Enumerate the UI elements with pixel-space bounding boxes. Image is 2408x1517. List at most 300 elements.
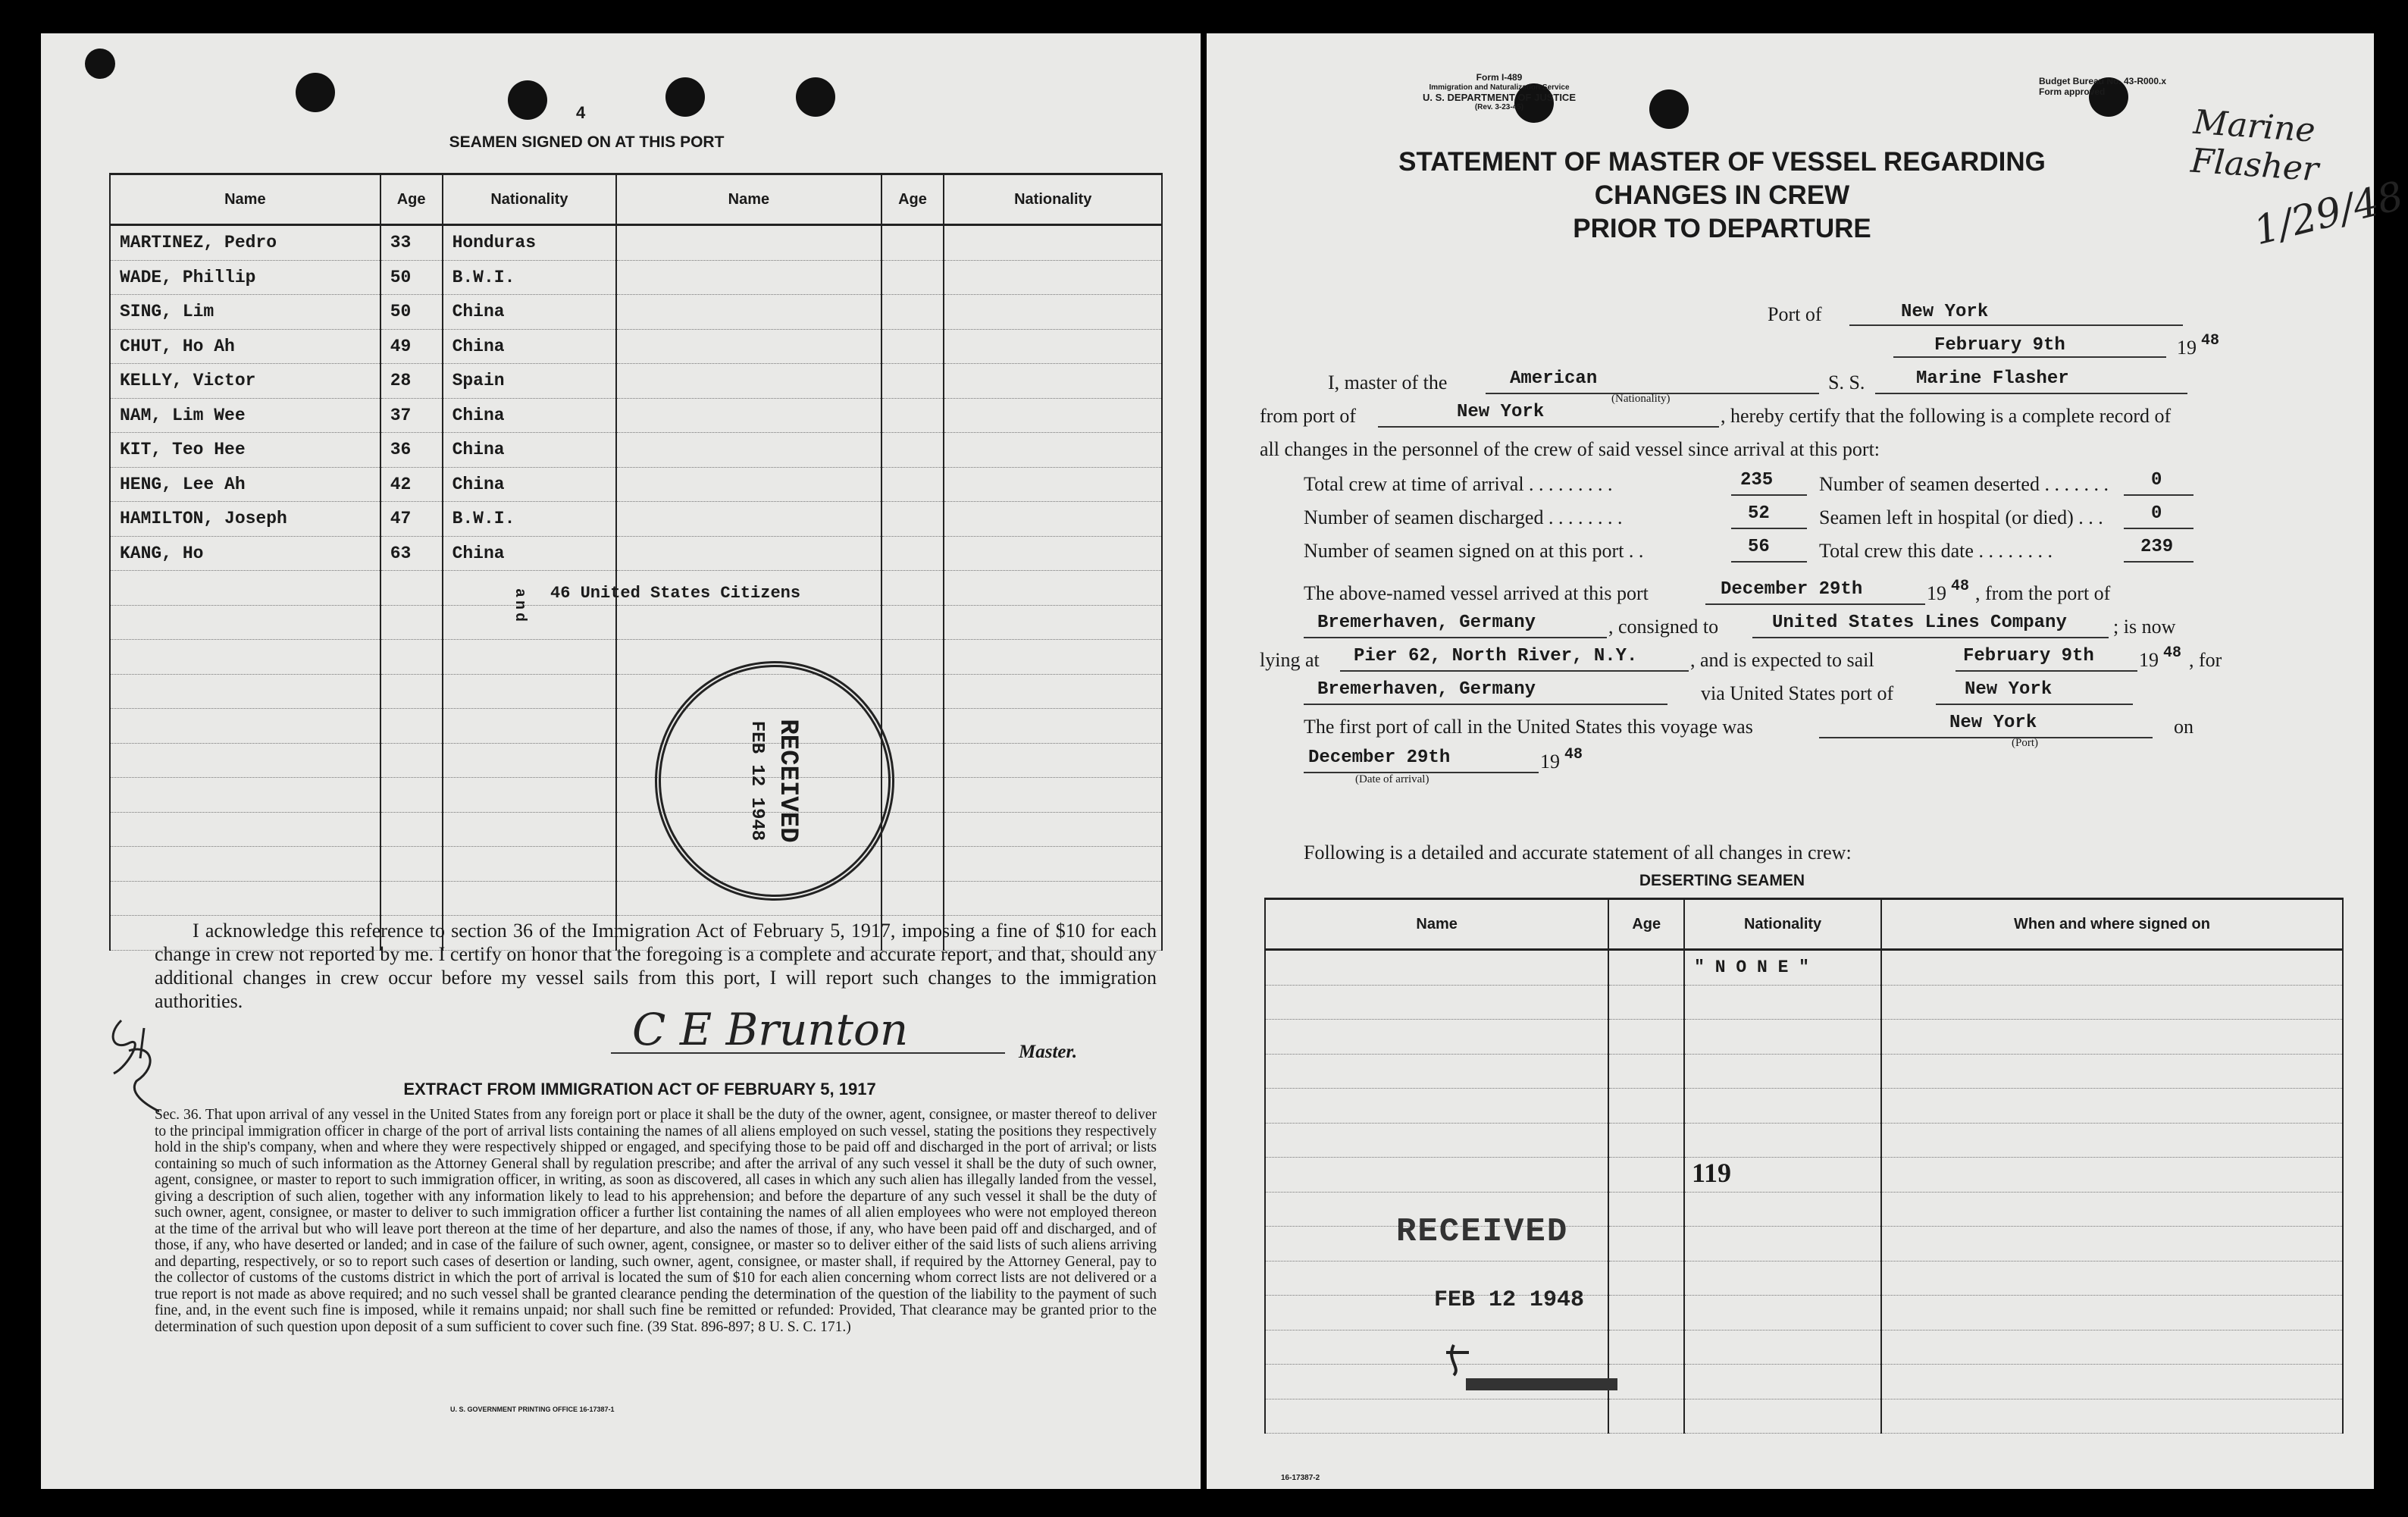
cell-name: WADE, Phillip <box>110 260 380 295</box>
cell-age <box>380 674 443 709</box>
field-line <box>1705 603 1925 605</box>
cell-age-2 <box>881 225 944 261</box>
master-of-the-label: I, master of the <box>1328 371 1448 393</box>
cell-nationality <box>443 812 617 847</box>
column-header-name: Name <box>110 174 380 225</box>
cell-signed-on <box>1881 1192 2343 1227</box>
cell-age <box>380 605 443 640</box>
cell-name <box>110 812 380 847</box>
cell-age <box>380 881 443 916</box>
cell-nationality <box>443 674 617 709</box>
table-row <box>110 881 1162 916</box>
cell-age: 63 <box>380 536 443 571</box>
hospital-count: 0 <box>2151 503 2162 524</box>
column-header-age: Age <box>881 174 944 225</box>
cell-age <box>380 640 443 675</box>
cell-nationality <box>1684 1330 1881 1365</box>
table-row <box>110 295 1162 330</box>
cell-age <box>1608 1158 1684 1193</box>
table-row <box>110 536 1162 571</box>
for-label: , for <box>2189 649 2222 671</box>
citizens-note: 46 United States Citizens <box>550 584 801 603</box>
cell-nationality <box>443 881 617 916</box>
field-line <box>2124 528 2194 529</box>
cell-name <box>110 778 380 813</box>
deserting-seamen-table <box>1264 898 2344 1434</box>
printing-code: 16-17387-2 <box>1281 1474 1320 1482</box>
certify-text: , hereby certify that the following is a complete record of <box>1721 405 2172 427</box>
cell-name-2 <box>616 502 881 537</box>
port-caption: (Port) <box>2012 737 2038 749</box>
table-row <box>1265 1054 2343 1089</box>
cell-nationality-2 <box>944 778 1162 813</box>
cell-signed-on <box>1881 1399 2343 1434</box>
cell-age <box>1608 985 1684 1020</box>
cell-nationality: China <box>443 329 617 364</box>
cell-signed-on <box>1881 985 2343 1020</box>
cell-name-2 <box>616 295 881 330</box>
cell-nationality <box>443 709 617 744</box>
via-port: New York <box>1965 679 2053 700</box>
punch-hole <box>796 77 835 117</box>
cell-age <box>1608 1192 1684 1227</box>
column-header-nationality: Nationality <box>443 174 617 225</box>
cell-signed-on <box>1881 1054 2343 1089</box>
cell-name <box>1265 1054 1608 1089</box>
cell-nationality-2 <box>944 364 1162 399</box>
cell-name <box>110 605 380 640</box>
cell-age-2 <box>881 502 944 537</box>
cell-signed-on <box>1881 1123 2343 1158</box>
department-line: U. S. DEPARTMENT OF JUSTICE <box>1423 92 1576 103</box>
field-line <box>1378 426 1719 428</box>
table-row <box>110 398 1162 433</box>
cell-nationality <box>443 847 617 882</box>
punch-hole <box>1649 89 1689 129</box>
handwritten-date: 1/29/48 <box>2249 173 2408 255</box>
cell-nationality-2 <box>944 812 1162 847</box>
field-line <box>2124 494 2194 496</box>
field-line <box>1731 528 1807 529</box>
table-row <box>110 812 1162 847</box>
cell-nationality: B.W.I. <box>443 502 617 537</box>
cell-age <box>380 709 443 744</box>
cell-name: KELLY, Victor <box>110 364 380 399</box>
field-line <box>2124 561 2194 563</box>
cell-signed-on <box>1881 1330 2343 1365</box>
cell-age: 28 <box>380 364 443 399</box>
budget-bureau-note <box>2039 76 2166 97</box>
cell-nationality-2 <box>944 881 1162 916</box>
cell-age: 50 <box>380 260 443 295</box>
cell-nationality: China <box>443 398 617 433</box>
table-row <box>110 743 1162 778</box>
first-port-label: The first port of call in the United States this voyage was <box>1304 716 1753 738</box>
cell-age: 36 <box>380 433 443 468</box>
cell-nationality-2 <box>944 640 1162 675</box>
first-port-date: December 29th <box>1308 748 1451 768</box>
cell-nationality <box>443 605 617 640</box>
cell-name <box>1265 950 1608 986</box>
sail-year: 48 <box>2163 644 2182 662</box>
column-header-name: Name <box>616 174 881 225</box>
cell-name-2 <box>616 433 881 468</box>
table-row <box>1265 1020 2343 1055</box>
cell-nationality-2 <box>944 709 1162 744</box>
destination: Bremerhaven, Germany <box>1317 679 1536 700</box>
cell-age <box>380 778 443 813</box>
table-row <box>1265 1261 2343 1296</box>
port-of-value: New York <box>1901 302 1989 322</box>
changes-text: all changes in the personnel of the crew of said vessel since arrival at this port: <box>1260 438 1880 460</box>
following-text: Following is a detailed and accurate statement of all changes in crew: <box>1304 842 1852 863</box>
cell-age: 42 <box>380 467 443 502</box>
cell-age <box>1608 1020 1684 1055</box>
cell-name-2 <box>616 364 881 399</box>
punch-hole <box>296 73 335 112</box>
via-label: via United States port of <box>1701 682 1894 704</box>
from-the-port-of-label: , from the port of <box>1975 582 2111 604</box>
discharged-label: Number of seamen discharged . . . . . . . . <box>1304 506 1623 528</box>
cell-nationality: China <box>443 467 617 502</box>
cell-nationality: China <box>443 295 617 330</box>
initials-mark <box>99 1005 182 1119</box>
table-row <box>1265 1399 2343 1434</box>
cell-age-2 <box>881 847 944 882</box>
sail-date: February 9th <box>1963 646 2094 666</box>
ss-label: S. S. <box>1828 371 1865 393</box>
citizens-note-prefix: and <box>511 588 528 625</box>
field-line <box>1304 637 1607 638</box>
cell-age-2 <box>881 605 944 640</box>
cell-age-2 <box>881 709 944 744</box>
cell-nationality: " N O N E " <box>1684 950 1881 986</box>
field-line <box>1304 704 1667 705</box>
form-number: Form I-489 <box>1476 72 1523 83</box>
cell-signed-on <box>1881 1261 2343 1296</box>
cell-age <box>1608 1123 1684 1158</box>
field-line <box>1956 670 2137 672</box>
cell-nationality: China <box>443 433 617 468</box>
cell-name <box>110 743 380 778</box>
table-row <box>110 225 1162 261</box>
consignee: United States Lines Company <box>1772 613 2067 633</box>
cell-nationality-2 <box>944 571 1162 606</box>
cell-name <box>1265 1020 1608 1055</box>
deserting-title: DESERTING SEAMEN <box>1639 872 1805 889</box>
cell-age-2 <box>881 364 944 399</box>
cell-nationality-2 <box>944 398 1162 433</box>
vessel-nationality: American <box>1510 368 1598 389</box>
lying-at-value: Pier 62, North River, N.Y. <box>1354 646 1638 666</box>
stamp-initials-mark <box>1439 1330 1620 1398</box>
cell-nationality <box>1684 1054 1881 1089</box>
total-crew-this-date: 239 <box>2140 537 2174 557</box>
cell-age-2 <box>881 881 944 916</box>
cell-age: 37 <box>380 398 443 433</box>
cell-name: KIT, Teo Hee <box>110 433 380 468</box>
cell-nationality <box>1684 1192 1881 1227</box>
arrived-label: The above-named vessel arrived at this port <box>1304 582 1649 604</box>
cell-name: CHUT, Ho Ah <box>110 329 380 364</box>
deserted-label: Number of seamen deserted . . . . . . . <box>1819 473 2109 495</box>
table-header-row <box>110 174 1162 225</box>
table-row <box>110 640 1162 675</box>
first-port: New York <box>1949 713 2037 733</box>
cell-signed-on <box>1881 1365 2343 1399</box>
cell-nationality-2 <box>944 467 1162 502</box>
cell-nationality <box>1684 1123 1881 1158</box>
column-header-age: Age <box>1608 899 1684 950</box>
cell-nationality-2 <box>944 847 1162 882</box>
cell-age <box>1608 1296 1684 1331</box>
cell-nationality <box>1684 1399 1881 1434</box>
stamp-date: FEB 12 1948 <box>747 720 768 842</box>
right-page <box>1207 33 2408 1489</box>
cell-name <box>1265 985 1608 1020</box>
signed-on-label: Number of seamen signed on at this port . . <box>1304 540 1644 562</box>
cell-nationality-2 <box>944 433 1162 468</box>
arrived-year: 48 <box>1951 578 1970 595</box>
cell-nationality: Honduras <box>443 225 617 261</box>
discharged-count: 52 <box>1748 503 1770 524</box>
expected-label: , and is expected to sail <box>1690 649 1874 671</box>
field-line <box>1819 737 2153 738</box>
received-stamp-text: RECEIVED <box>1396 1213 1569 1251</box>
deserted-count: 0 <box>2151 470 2162 491</box>
cell-age-2 <box>881 433 944 468</box>
table-row <box>110 778 1162 813</box>
table-row <box>1265 1296 2343 1331</box>
cell-nationality <box>1684 1296 1881 1331</box>
cell-age <box>1608 950 1684 986</box>
year-prefix: 19 <box>2177 337 2197 359</box>
cell-nationality-2 <box>944 605 1162 640</box>
cell-nationality <box>1684 1089 1881 1124</box>
table-row <box>110 364 1162 399</box>
table-row <box>110 260 1162 295</box>
cell-name <box>110 571 380 606</box>
cell-nationality <box>443 640 617 675</box>
cell-age-2 <box>881 571 944 606</box>
cell-name <box>110 881 380 916</box>
cell-age <box>1608 1399 1684 1434</box>
cell-age-2 <box>881 674 944 709</box>
cell-age-2 <box>881 467 944 502</box>
from-port-label: from port of <box>1260 405 1357 427</box>
cell-age <box>1608 1089 1684 1124</box>
table-row <box>1265 1123 2343 1158</box>
cell-age <box>380 812 443 847</box>
total-crew-this-date-label: Total crew this date . . . . . . . . <box>1819 540 2053 562</box>
cell-nationality <box>1684 985 1881 1020</box>
cell-age-2 <box>881 812 944 847</box>
cell-age <box>1608 1227 1684 1262</box>
cell-name <box>110 709 380 744</box>
cell-age <box>1608 1054 1684 1089</box>
cell-nationality: China <box>443 536 617 571</box>
nationality-caption: (Nationality) <box>1611 393 1671 405</box>
cell-nationality-2 <box>944 260 1162 295</box>
extract-text: Sec. 36. That upon arrival of any vessel in the United States from any foreign port or place it shall be the duty of the owner, agent, consignee, or master thereof to deliver to the principal immigration officer in charge of the port of arrival lists containing the names of all aliens employed on such vessel, stating the positions they respectively hold in the ship's company, when and where they were respectively shipped or engaged, and specifying those to be paid off and discharged in the port of arrival; or lists containing so much of such information as the Attorney General shall by regulation prescribe; and after the arrival of any such vessel it shall be the duty of such owner, agent, consignee, or master to report to such immigration officer, in writing, as soon as discovered, all cases in which any such alien has illegally landed from the vessel, giving a description of such alien, together with any information likely to lead to his apprehension; and before the departure of any such vessel it shall be the duty of such owner, agent, consignee, or master to deliver to such immigration officer a further list containing the names of all alien employees who were not employed thereon at the time of the arrival but who will leave port thereon at the time of her departure, and also the names of those, if any, who have been paid off and discharged, and of those, if any, who have deserted or landed; and in case of the failure of such owner, agent, consignee, or master so to deliver either of the said lists of such aliens arriving and departing, respectively, or so to report such cases of desertion or landing, such owner, agent, consignee, or master shall, if required by the Attorney General, pay to the collector of customs of the customs district in which the port of arrival is located the sum of $10 for each alien concerning whom correct lists are not delivered or a true report is not made as above required; and no such vessel shall be granted clearance pending the determination of the question of the liability to the payment of such fine, and, in the event such fine is imposed, while it remains unpaid; nor shall such fine be remitted or refunded: Provided, That clearance may be granted prior to the determination of such question upon deposit of a sum sufficient to cover such fine. (39 Stat. 896-897; 8 U. S. C. 171.) <box>155 1107 1157 1335</box>
table-row <box>110 674 1162 709</box>
cell-signed-on <box>1881 1158 2343 1193</box>
cell-nationality <box>1684 1261 1881 1296</box>
cell-nationality-2 <box>944 536 1162 571</box>
statement-year: 48 <box>2201 332 2220 349</box>
cell-name <box>1265 1123 1608 1158</box>
cell-signed-on <box>1881 950 2343 986</box>
year-prefix: 19 <box>1927 582 1946 604</box>
signature-line <box>611 1052 1005 1054</box>
on-label: on <box>2174 716 2194 738</box>
cell-age <box>380 743 443 778</box>
extract-title: EXTRACT FROM IMMIGRATION ACT OF FEBRUARY 5, 1917 <box>403 1080 876 1099</box>
signed-on-count: 56 <box>1748 537 1770 557</box>
cell-signed-on <box>1881 1089 2343 1124</box>
cell-signed-on <box>1881 1296 2343 1331</box>
cell-nationality-2 <box>944 674 1162 709</box>
cell-nationality-2 <box>944 743 1162 778</box>
cell-name <box>1265 1399 1608 1434</box>
column-header-name: Name <box>1265 899 1608 950</box>
cell-name <box>110 640 380 675</box>
total-crew-arrival: 235 <box>1740 470 1774 491</box>
cell-nationality-2 <box>944 295 1162 330</box>
field-line <box>1731 561 1807 563</box>
table-row <box>1265 1330 2343 1365</box>
table-row <box>110 467 1162 502</box>
table-header-row <box>1265 899 2343 950</box>
agency-line: Immigration and Naturalization Service <box>1429 83 1570 92</box>
cell-age-2 <box>881 398 944 433</box>
cell-name-2 <box>616 605 881 640</box>
section-title: SEAMEN SIGNED ON AT THIS PORT <box>449 133 725 151</box>
consigned-label: , consigned to <box>1608 616 1719 638</box>
budget-bureau-line: Budget Bureau No. 43-R000.x <box>2039 76 2167 86</box>
cell-signed-on <box>1881 1227 2343 1262</box>
table-row <box>110 605 1162 640</box>
statement-date: February 9th <box>1934 335 2065 356</box>
vessel-name: Marine Flasher <box>1916 368 2069 389</box>
hospital-label: Seamen left in hospital (or died) . . . <box>1819 506 2103 528</box>
cell-age: 49 <box>380 329 443 364</box>
stamp-text: RECEIVED <box>773 719 803 843</box>
cell-nationality <box>1684 1227 1881 1262</box>
cell-name <box>110 674 380 709</box>
year-prefix: 19 <box>2139 649 2159 671</box>
cell-name <box>110 847 380 882</box>
cell-nationality <box>1684 1365 1881 1399</box>
table-row <box>1265 1089 2343 1124</box>
left-page <box>41 33 1201 1489</box>
cell-nationality <box>443 743 617 778</box>
revision-line: (Rev. 3-23-45) <box>1474 103 1524 111</box>
date-arrival-caption: (Date of arrival) <box>1355 773 1429 785</box>
master-signature: C E Brunton <box>632 1004 909 1055</box>
torn-corner <box>85 49 115 79</box>
cell-name: SING, Lim <box>110 295 380 330</box>
received-stamp-round <box>655 661 894 901</box>
column-header-nationality: Nationality <box>944 174 1162 225</box>
number-119: 119 <box>1692 1158 1732 1188</box>
table-row <box>110 502 1162 537</box>
column-header-nationality: Nationality <box>1684 899 1881 950</box>
cell-nationality-2 <box>944 502 1162 537</box>
lying-at-label: lying at <box>1260 649 1320 671</box>
cell-name-2 <box>616 467 881 502</box>
field-line <box>1875 393 2187 394</box>
cell-name-2 <box>616 225 881 261</box>
seamen-signed-on-table <box>109 173 1163 951</box>
cell-name <box>1265 1158 1608 1193</box>
column-header-age: Age <box>380 174 443 225</box>
year-prefix: 19 <box>1540 751 1560 773</box>
cell-age <box>380 847 443 882</box>
handwritten-vessel-note: Marine Flasher <box>2189 102 2320 190</box>
title-line-2: PRIOR TO DEPARTURE <box>1573 214 1871 243</box>
cell-age <box>380 571 443 606</box>
form-header <box>1355 73 1643 112</box>
table-row <box>110 847 1162 882</box>
master-label: Master. <box>1019 1042 1078 1062</box>
cell-age: 33 <box>380 225 443 261</box>
cell-name-2 <box>616 260 881 295</box>
cell-age-2 <box>881 640 944 675</box>
form-approved-line: Form approved <box>2039 86 2106 97</box>
cell-age-2 <box>881 536 944 571</box>
field-line <box>1936 704 2133 705</box>
cell-name <box>1265 1089 1608 1124</box>
cell-age: 47 <box>380 502 443 537</box>
acknowledgment-text: I acknowledge this reference to section 36 of the Immigration Act of February 5, 1917, imposing a fine of $10 for each change in crew not reported by me. I certify on honor that the foregoing is a complete and accurate report, and that, should any additional changes in crew occur before my vessel sails from this port, I will report such changes to the immigration authorities. <box>155 920 1157 1012</box>
column-header-signed-on: When and where signed on <box>1881 899 2343 950</box>
received-stamp-date: FEB 12 1948 <box>1434 1287 1585 1313</box>
cell-nationality <box>1684 1020 1881 1055</box>
field-line <box>1849 324 2183 326</box>
field-line <box>1731 494 1807 496</box>
table-row <box>110 329 1162 364</box>
form-title <box>1336 146 2109 246</box>
port-of-label: Port of <box>1768 303 1822 325</box>
printing-office-line: U. S. GOVERNMENT PRINTING OFFICE 16-17387-1 <box>450 1406 615 1413</box>
cell-signed-on <box>1881 1020 2343 1055</box>
field-line <box>1752 637 2109 638</box>
table-row <box>1265 985 2343 1020</box>
page-number: 4 <box>576 103 586 122</box>
cell-name: NAM, Lim Wee <box>110 398 380 433</box>
cell-name-2 <box>616 536 881 571</box>
cell-nationality: B.W.I. <box>443 260 617 295</box>
cell-age-2 <box>881 329 944 364</box>
punch-hole <box>508 80 547 120</box>
arrived-date: December 29th <box>1721 579 1863 600</box>
title-line-1: STATEMENT OF MASTER OF VESSEL REGARDING CHANGES IN CREW <box>1398 147 2046 210</box>
cell-age-2 <box>881 260 944 295</box>
field-line <box>1340 670 1689 672</box>
cell-nationality-2 <box>944 225 1162 261</box>
cell-name-2 <box>616 398 881 433</box>
table-row <box>1265 1365 2343 1399</box>
cell-age <box>1608 1261 1684 1296</box>
cell-nationality: Spain <box>443 364 617 399</box>
cell-name: KANG, Ho <box>110 536 380 571</box>
from-port-value: New York <box>1457 402 1545 422</box>
table-row <box>110 433 1162 468</box>
cell-name: HENG, Lee Ah <box>110 467 380 502</box>
cell-nationality-2 <box>944 329 1162 364</box>
table-row <box>1265 950 2343 986</box>
